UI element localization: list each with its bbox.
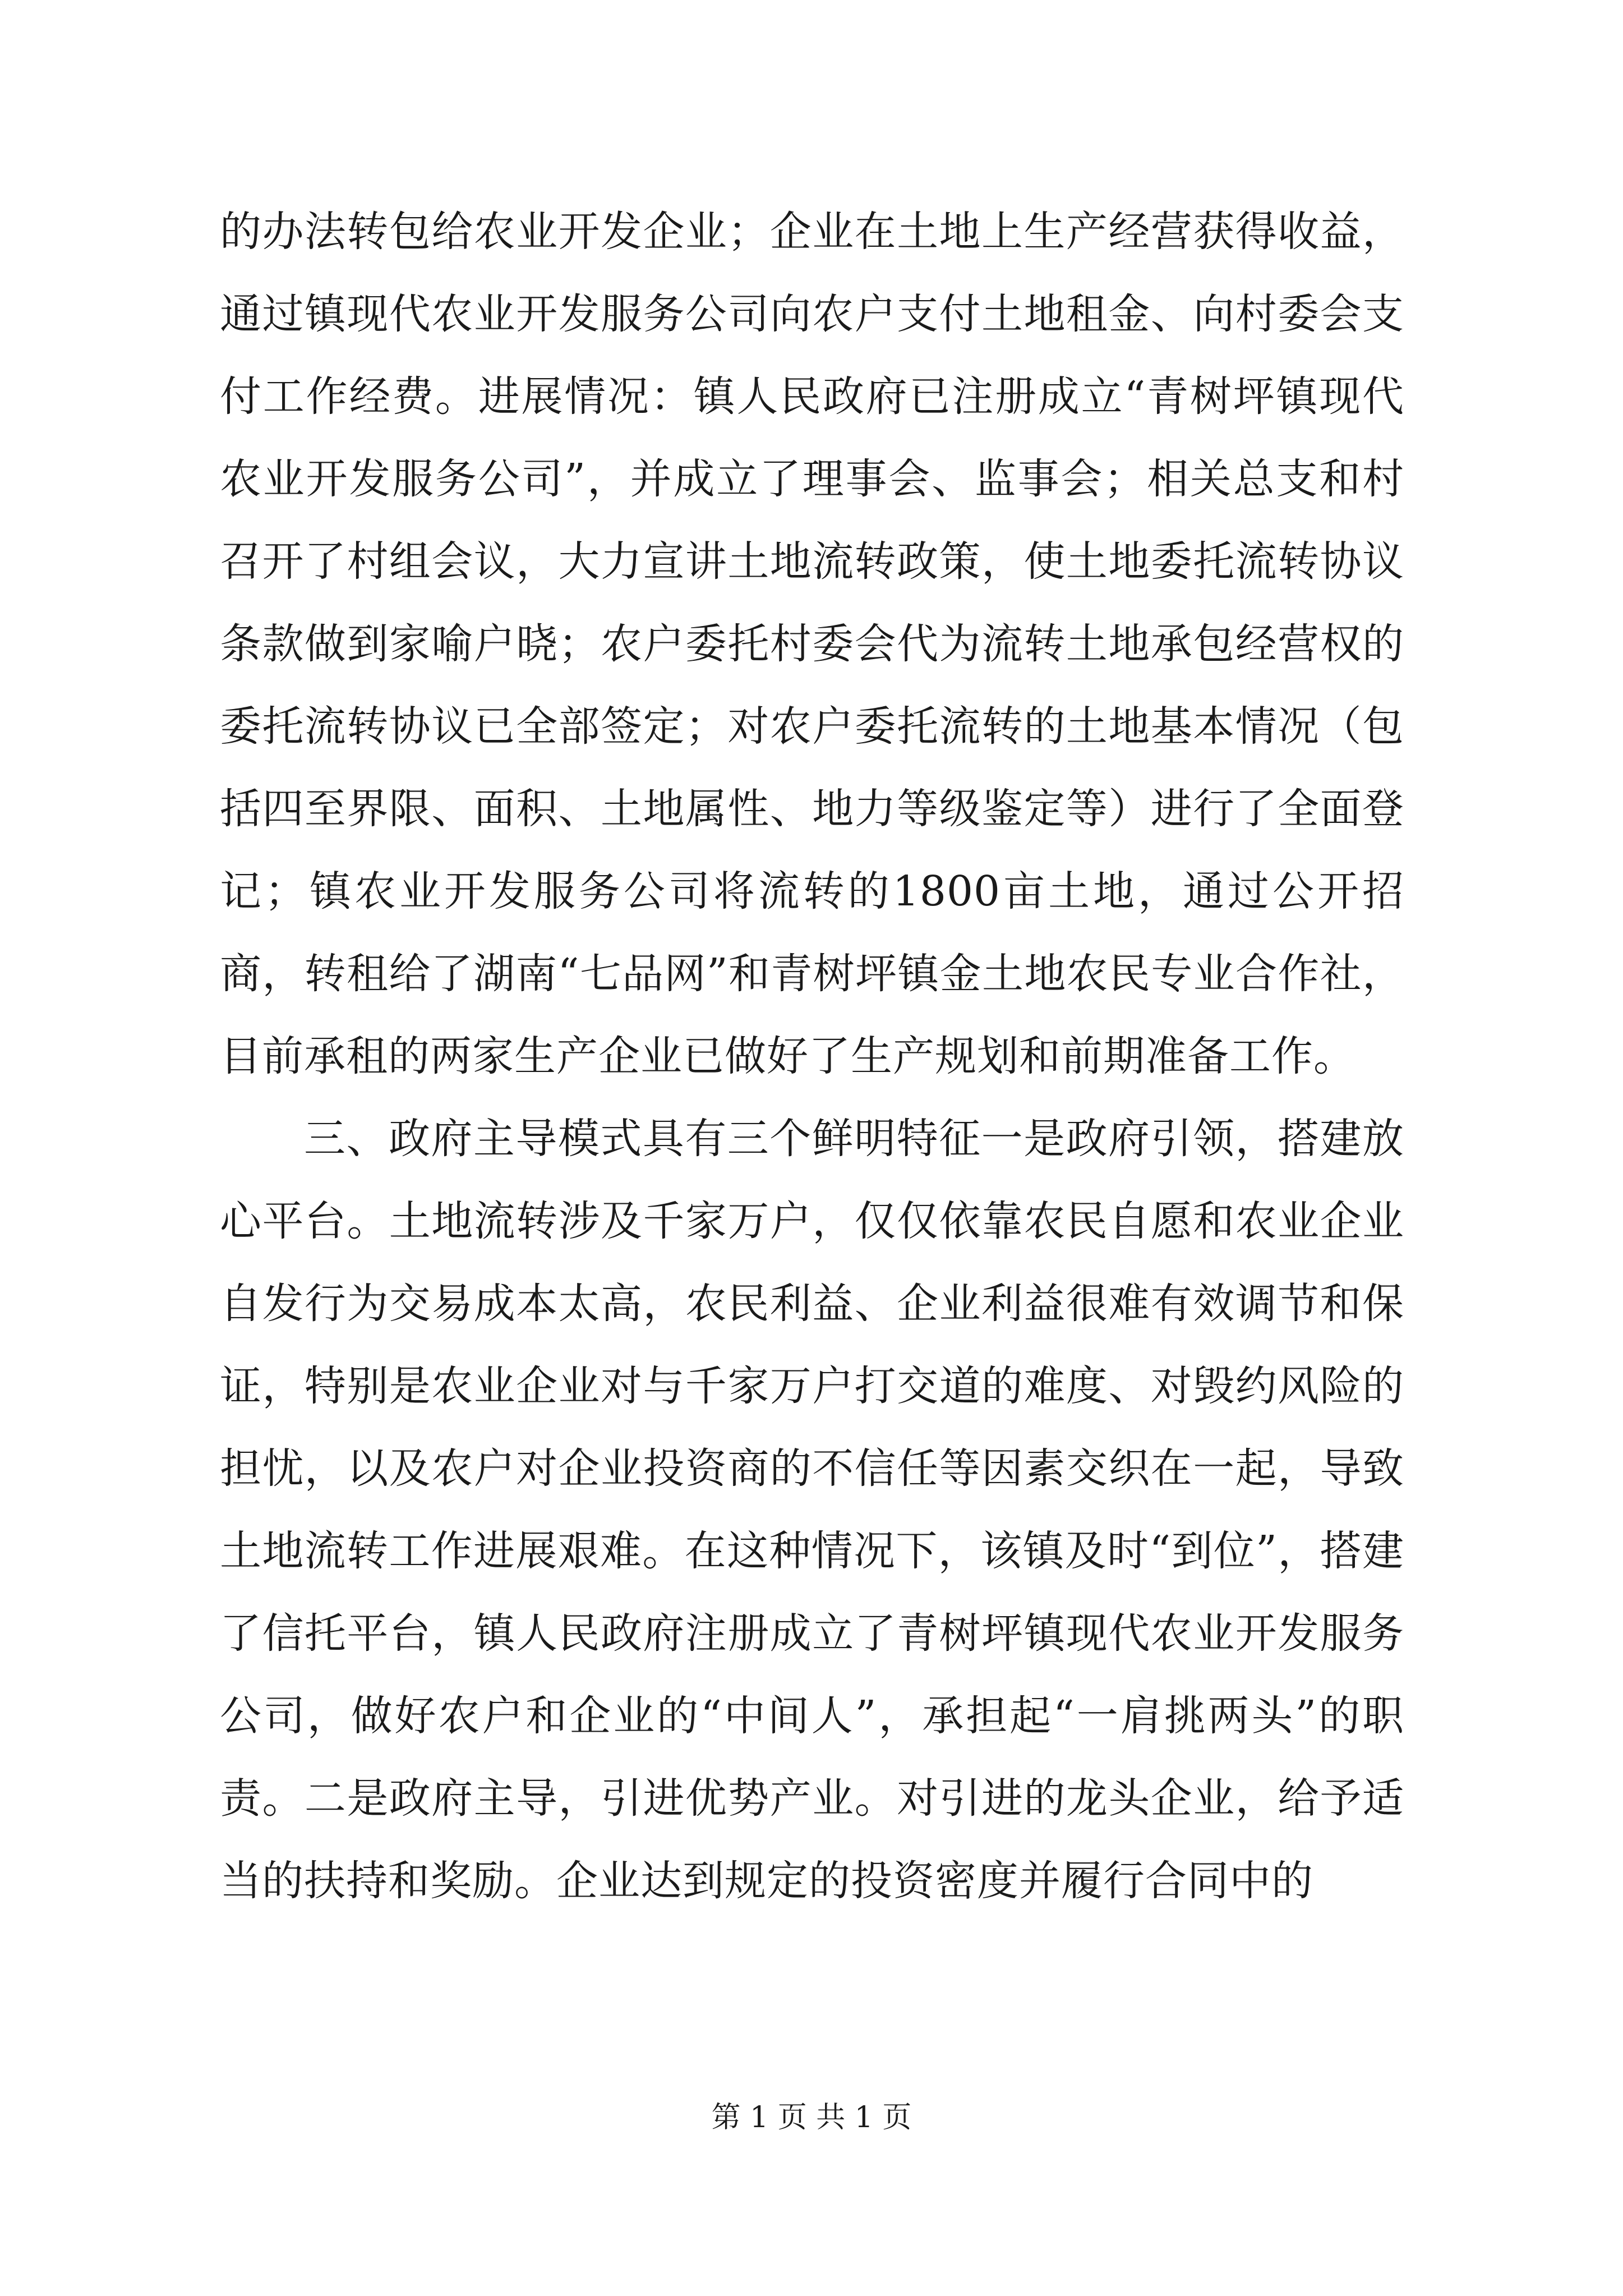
page-footer: 第 1 页 共 1 页 xyxy=(711,2101,912,2134)
paragraph-1: 的办法转包给农业开发企业；企业在土地上生产经营获得收益，通过镇现代农业开发服务公司向农户支付土地租金、向村委会支付工作经费。进展情况：镇人民政府已注册成立“青树坪镇现代农业开发服务公司”，并成立了理事会、监事会；相关总支和村召开了村组会议，大力宣讲土地流转政策，使土地委托流转协议条款做到家喻户晓；农户委托村委会代为流转土地承包经营权的委托流转协议已全部签定；对农户委托流转的土地基本情况（包括四至界限、面积、土地属性、地力等级鉴定等）进行了全面登记；镇农业开发服务公司将流转的1800亩土地，通过公开招商，转租给了湖南“七品网”和青树坪镇金土地农民专业合作社，目前承租的两家生产企业已做好了生产规划和前期准备工作。 xyxy=(220,208,1404,1080)
paragraph-2: 三、政府主导模式具有三个鲜明特征一是政府引领，搭建放心平台。土地流转涉及千家万户，仅仅依靠农民自愿和农业企业自发行为交易成本太高，农民利益、企业利益很难有效调节和保证，特别是农业企业对与千家万户打交道的难度、对毁约风险的担忧，以及农户对企业投资商的不信任等因素交织在一起，导致土地流转工作进展艰难。在这种情况下，该镇及时“到位”，搭建了信托平台，镇人民政府注册成立了青树坪镇现代农业开发服务公司，做好农户和企业的“中间人”，承担起“一肩挑两头”的职责。二是政府主导，引进优势产业。对引进的龙头企业，给予适当的扶持和奖励。企业达到规定的投资密度并履行合同中的 xyxy=(220,1115,1404,1905)
document-body xyxy=(220,191,1404,1922)
